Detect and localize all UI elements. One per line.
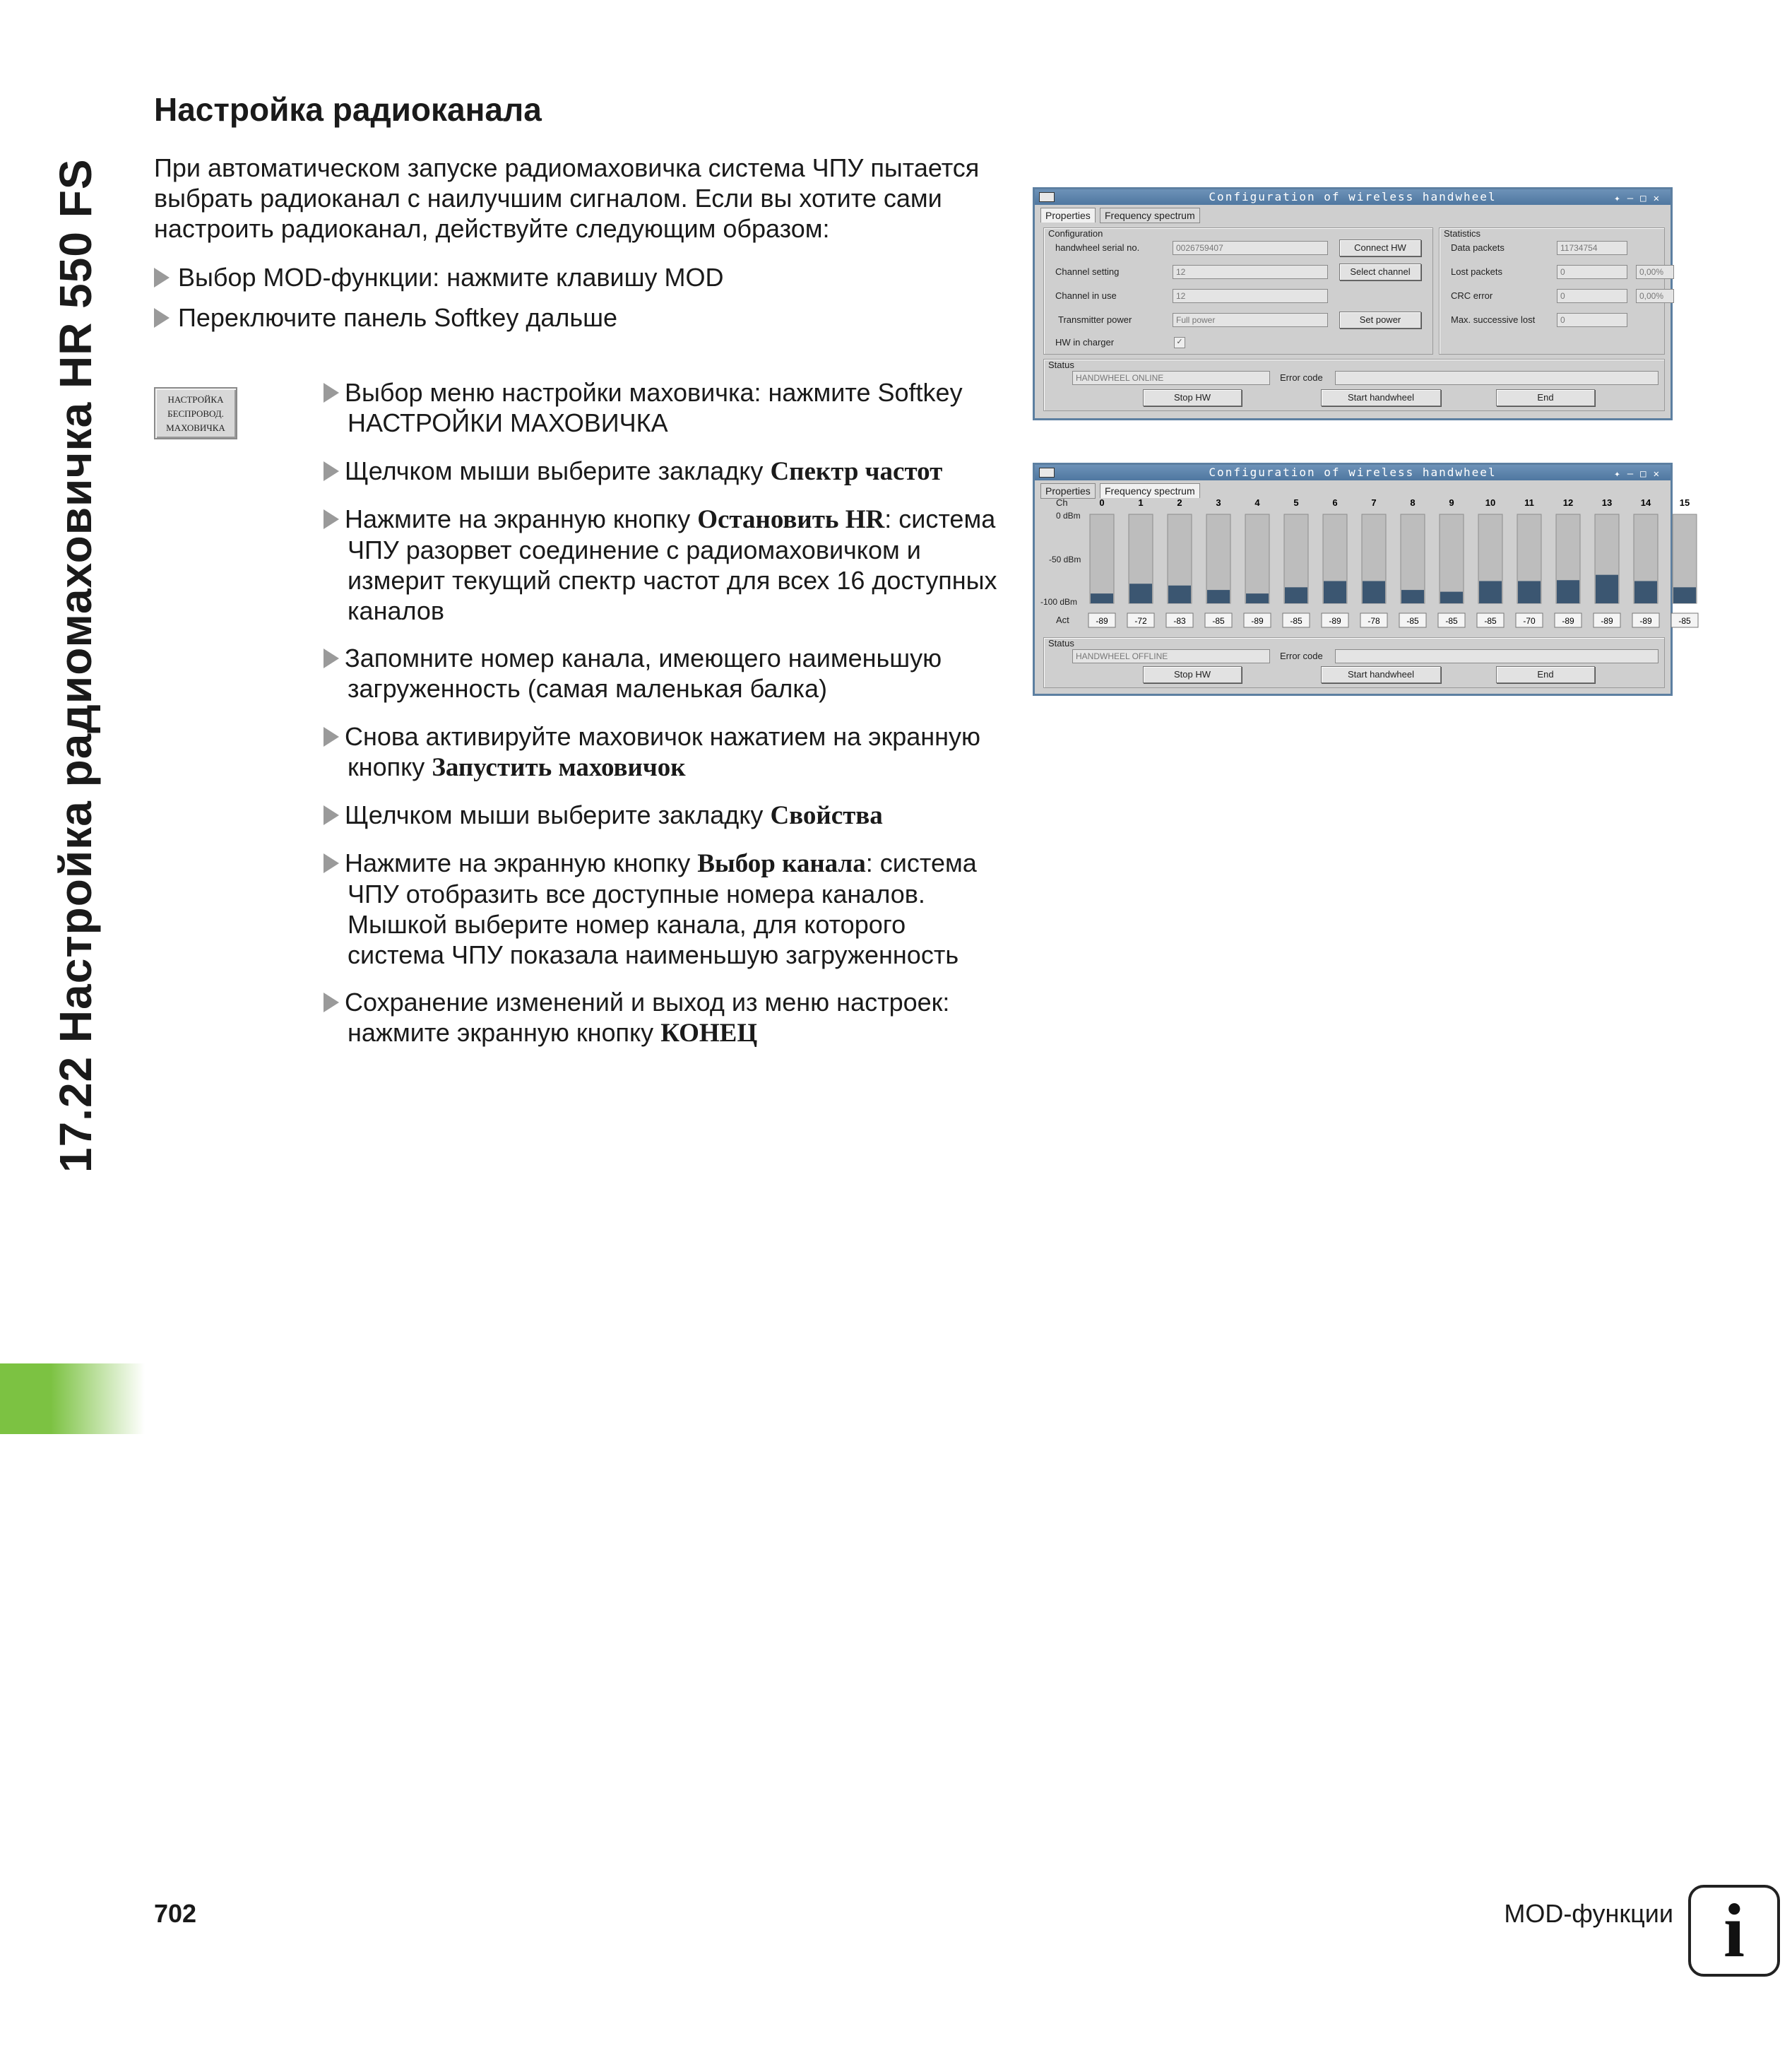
channel-tick-label: 2 — [1177, 497, 1182, 508]
channel-tick-label: 12 — [1562, 497, 1574, 508]
step-item: Выбор MOD-функции: нажмите клавишу MOD — [154, 262, 1002, 292]
act-value-label: -83 — [1173, 616, 1186, 626]
act-value-label: -85 — [1290, 616, 1303, 626]
spectrum-bar — [1246, 593, 1269, 603]
channel-tick-label: 0 — [1099, 497, 1105, 508]
arrow-icon — [324, 805, 339, 825]
spectrum-bar — [1557, 580, 1579, 603]
channel-tick-label: 8 — [1410, 497, 1416, 508]
window-menu-icon[interactable] — [1039, 192, 1055, 202]
arrow-icon — [324, 509, 339, 529]
step-item: Нажмите на экранную кнопку Выбор канала: система ЧПУ отобразить все доступные номера каналов. Мышкой выберите номер канала, для которого система ЧПУ показала наименьшую загруженность — [324, 848, 1002, 970]
window-controls-icon[interactable]: ✦‒□✕ — [1614, 468, 1666, 480]
act-value-label: -70 — [1523, 616, 1536, 626]
arrow-icon — [324, 993, 339, 1012]
error-code-field — [1335, 371, 1659, 385]
start-handwheel-button[interactable]: Start handwheel — [1321, 666, 1441, 683]
step-item: Щелчком мыши выберите закладку Свойства — [324, 800, 1002, 831]
main-content — [154, 90, 1002, 343]
bar-track — [1401, 514, 1425, 603]
max-lost-field[interactable]: 0 — [1557, 313, 1627, 327]
spectrum-bar — [1596, 575, 1618, 603]
channel-tick-label: 11 — [1524, 497, 1534, 508]
y-tick-50: -50 dBm — [1049, 555, 1081, 564]
spectrum-bar — [1168, 586, 1191, 603]
page-number: 702 — [154, 1899, 197, 1928]
act-label: Act — [1056, 615, 1069, 625]
act-value-label: -72 — [1134, 616, 1147, 626]
lost-packets-percent: 0,00% — [1636, 265, 1674, 279]
side-chapter-title: 17.22 Настройка радиомаховичка HR 550 FS — [50, 158, 101, 1173]
end-button[interactable]: End — [1496, 389, 1595, 406]
transmitter-power-field[interactable]: Full power — [1173, 313, 1328, 327]
act-value-label: -89 — [1096, 616, 1108, 626]
channel-tick-label: 10 — [1485, 497, 1496, 508]
config-window-spectrum — [1033, 463, 1691, 696]
arrow-icon — [324, 853, 339, 873]
window-titlebar: Configuration of wireless handwheel ✦‒□✕ — [1035, 465, 1671, 480]
spectrum-bar — [1324, 581, 1346, 604]
config-window-properties — [1033, 187, 1673, 420]
act-value-label: -78 — [1367, 616, 1380, 626]
status-panel: Status HANDWHEEL ONLINE Error code Stop HW Start handwheel End — [1043, 359, 1665, 411]
act-value-label: -89 — [1329, 616, 1341, 626]
spectrum-bar — [1479, 581, 1502, 604]
window-menu-icon[interactable] — [1039, 468, 1055, 478]
act-value-label: -89 — [1251, 616, 1264, 626]
act-value-label: -85 — [1212, 616, 1225, 626]
channel-tick-label: 5 — [1293, 497, 1299, 508]
channel-tick-label: 6 — [1332, 497, 1338, 508]
info-icon: i — [1688, 1885, 1780, 1977]
bar-track — [1090, 514, 1114, 603]
status-panel: Status HANDWHEEL OFFLINE Error code Stop HW Start handwheel End — [1043, 637, 1665, 688]
window-controls-icon[interactable]: ✦‒□✕ — [1614, 193, 1666, 204]
spectrum-bar — [1091, 593, 1113, 603]
spectrum-bar — [1440, 592, 1463, 603]
step-item: Запомните номер канала, имеющего наименьшую загруженность (самая маленькая балка) — [324, 643, 1002, 704]
channel-tick-label: 13 — [1601, 497, 1613, 508]
crc-error-field[interactable]: 0 — [1557, 289, 1627, 303]
step-item: Выбор меню настройки маховичка: нажмите Softkey НАСТРОЙКИ МАХОВИЧКА — [324, 377, 1002, 439]
softkey-handwheel-settings[interactable]: НАСТРОЙКА БЕСПРОВОД. МАХОВИЧКА — [154, 387, 237, 439]
channel-tick-label: 14 — [1640, 497, 1651, 508]
window-titlebar: Configuration of wireless handwheel ✦‒□✕ — [1035, 189, 1671, 205]
arrow-icon — [324, 383, 339, 403]
tab-properties[interactable]: Properties — [1040, 483, 1096, 499]
tab-frequency-spectrum[interactable]: Frequency spectrum — [1100, 483, 1200, 498]
frequency-spectrum-chart — [1035, 497, 1691, 639]
y-tick-100: -100 dBm — [1040, 597, 1078, 607]
step-item: Щелчком мыши выберите закладку Спектр частот — [324, 456, 1002, 487]
channel-setting-field[interactable]: 12 — [1173, 265, 1328, 279]
steps-list — [324, 377, 1002, 1065]
bar-track — [1440, 514, 1464, 603]
serial-field[interactable]: 0026759407 — [1173, 241, 1328, 255]
ch-label: Ch — [1056, 497, 1068, 508]
step-item: Снова активируйте маховичок нажатием на экранную кнопку Запустить маховичок — [324, 721, 1002, 783]
arrow-icon — [324, 727, 339, 747]
bar-track — [1206, 514, 1230, 603]
spectrum-bar — [1207, 590, 1230, 603]
channel-in-use-field[interactable]: 12 — [1173, 289, 1328, 303]
arrow-icon — [324, 649, 339, 668]
spectrum-bar — [1129, 584, 1152, 603]
act-value-label: -89 — [1562, 616, 1574, 626]
channel-tick-label: 9 — [1449, 497, 1454, 508]
start-handwheel-button[interactable]: Start handwheel — [1321, 389, 1441, 406]
connect-hw-button[interactable]: Connect HW — [1339, 239, 1421, 256]
act-value-label: -85 — [1678, 616, 1691, 626]
spectrum-bar — [1285, 587, 1307, 603]
statistics-panel: Statistics Data packets 11734754 Lost packets 0 0,00% CRC error 0 0,00% Max. successive lost 0 — [1439, 227, 1665, 355]
configuration-panel: Configuration handwheel serial no. 0026759407 Connect HW Channel setting 12 Select channel Channel in use 12 Transmitter power Full power Set power HW in charger ✓ — [1043, 227, 1433, 355]
act-value-label: -85 — [1445, 616, 1458, 626]
act-value-label: -89 — [1639, 616, 1652, 626]
status-field: HANDWHEEL ONLINE — [1072, 371, 1270, 385]
arrow-icon — [324, 461, 339, 481]
act-value-label: -89 — [1601, 616, 1613, 626]
select-channel-button[interactable]: Select channel — [1339, 264, 1421, 280]
lost-packets-field[interactable]: 0 — [1557, 265, 1627, 279]
y-tick-0: 0 dBm — [1056, 511, 1081, 521]
spectrum-bar — [1363, 581, 1385, 604]
tab-frequency-spectrum[interactable]: Frequency spectrum — [1100, 208, 1200, 223]
status-field: HANDWHEEL OFFLINE — [1072, 649, 1270, 663]
channel-tick-label: 7 — [1371, 497, 1377, 508]
stop-hw-button[interactable]: Stop HW — [1143, 666, 1242, 683]
section-name: MOD-функции — [1504, 1899, 1673, 1928]
spectrum-bar — [1673, 587, 1696, 603]
arrow-icon — [154, 308, 170, 328]
spectrum-bar — [1634, 581, 1657, 604]
tab-properties[interactable]: Properties — [1040, 208, 1096, 223]
step-item: Нажмите на экранную кнопку Остановить HR: система ЧПУ разорвет соединение с радиомаховичком и измерит текущий спектр частот для всех 16 доступных каналов — [324, 504, 1002, 626]
set-power-button[interactable]: Set power — [1339, 312, 1421, 328]
intro-paragraph: При автоматическом запуске радиомаховичка система ЧПУ пытается выбрать радиоканал с наилучшим сигналом. Если вы хотите сами настроить радиоканал, действуйте следующим образом: — [154, 153, 980, 243]
channel-tick-label: 15 — [1679, 497, 1690, 508]
data-packets-field[interactable]: 11734754 — [1557, 241, 1627, 255]
bar-track — [1245, 514, 1269, 603]
error-code-field — [1335, 649, 1659, 663]
channel-tick-label: 1 — [1138, 497, 1144, 508]
stop-hw-button[interactable]: Stop HW — [1143, 389, 1242, 406]
page-heading: Настройка радиоканала — [154, 91, 542, 128]
spectrum-bar — [1518, 581, 1541, 604]
chapter-tab-marker — [0, 1363, 145, 1434]
step-item: Переключите панель Softkey дальше — [154, 302, 1002, 333]
crc-error-percent: 0,00% — [1636, 289, 1674, 303]
hw-in-charger-checkbox[interactable]: ✓ — [1174, 337, 1185, 348]
channel-tick-label: 4 — [1254, 497, 1260, 508]
act-value-label: -85 — [1406, 616, 1419, 626]
arrow-icon — [154, 268, 170, 288]
act-value-label: -85 — [1484, 616, 1497, 626]
step-item: Сохранение изменений и выход из меню настроек: нажмите экранную кнопку КОНЕЦ — [324, 987, 1002, 1048]
channel-tick-label: 3 — [1216, 497, 1221, 508]
spectrum-bar — [1401, 590, 1424, 603]
end-button[interactable]: End — [1496, 666, 1595, 683]
